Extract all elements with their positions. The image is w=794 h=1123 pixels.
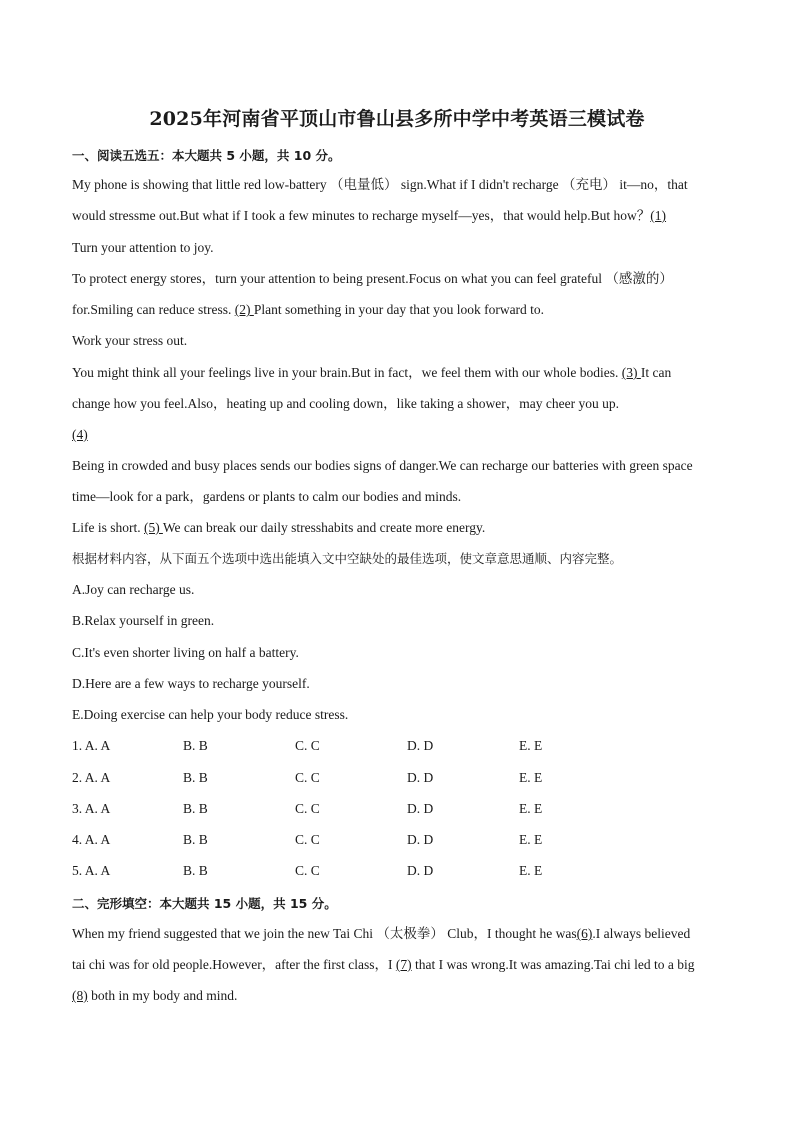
page-title: 2025年河南省平顶山市鲁山县多所中学中考英语三模试卷 — [149, 108, 645, 130]
section2-heading: 二、完形填空：本大题共 15 小题，共 15 分。 — [72, 896, 337, 911]
section1-line — [72, 271, 724, 287]
passage-text: would stressme out.But what if I took a few minutes to recharge myself—yes，that would help.But how？ — [72, 208, 651, 223]
answer-choice: C. C — [295, 770, 320, 785]
answer-row — [72, 738, 722, 754]
section1-line — [72, 208, 724, 224]
passage-text: My phone is showing that little red low-battery （电量低） sign.What if I didn't recharge （充电） it—no，that — [72, 177, 688, 192]
section1-line — [72, 365, 724, 381]
answer-choice: B. B — [183, 863, 208, 878]
answer-choice: D. D — [407, 801, 434, 816]
section1-line — [72, 396, 724, 412]
answer-blank: (3) — [621, 365, 641, 380]
section1-heading: 一、阅读五选五：本大题共 5 小题，共 10 分。 — [72, 148, 341, 163]
section1-line — [72, 427, 724, 443]
answer-blank: (5) — [144, 520, 163, 535]
answer-choice: C. C — [295, 832, 320, 847]
passage-text: time—look for a park，gardens or plants to calm our bodies and minds. — [72, 489, 462, 504]
section2-line — [72, 926, 724, 942]
section1-line — [72, 489, 724, 505]
answer-blank: (8) — [72, 988, 88, 1003]
passage-text: You might think all your feelings live in your brain.But in fact，we feel them with our whole bodies. — [72, 365, 622, 380]
passage-text: When my friend suggested that we join the new Tai Chi （太极拳） Club，I thought he was — [72, 926, 577, 941]
answer-choice: D. D — [407, 770, 434, 785]
answer-row — [72, 832, 722, 848]
section1-line — [72, 177, 724, 193]
answer-row — [72, 863, 722, 879]
answer-choice: E. E — [519, 801, 543, 816]
answer-choice: 3. A. A — [72, 801, 111, 816]
answer-choice: 1. A. A — [72, 738, 111, 753]
answer-choice: 2. A. A — [72, 770, 111, 785]
passage-text: that I was wrong.It was amazing.Tai chi led to a big — [411, 957, 695, 972]
answer-choice: C. C — [295, 863, 320, 878]
answer-choice: 4. A. A — [72, 832, 111, 847]
passage-text: both in my body and mind. — [87, 988, 238, 1003]
answer-choice: D. D — [407, 832, 434, 847]
answer-choice: B. B — [183, 770, 208, 785]
answer-choice: B. B — [183, 801, 208, 816]
section1-line — [72, 520, 724, 536]
passage-text: To protect energy stores，turn your attention to being present.Focus on what you can feel grateful （感激的） — [72, 271, 673, 286]
passage-text: for.Smiling can reduce stress. — [72, 302, 235, 317]
option-e: E.Doing exercise can help your body reduce stress. — [72, 707, 349, 722]
answer-choice: B. B — [183, 832, 208, 847]
answer-choice: D. D — [407, 863, 434, 878]
answer-choice: D. D — [407, 738, 434, 753]
passage-text: change how you feel.Also，heating up and cooling down，like taking a shower，may cheer you up. — [72, 396, 619, 411]
passage-text: Work your stress out. — [72, 333, 188, 348]
answer-choice: 5. A. A — [72, 863, 111, 878]
section1-line — [72, 458, 724, 474]
answer-blank: (1) — [650, 208, 667, 223]
answer-blank: (2) — [234, 302, 254, 317]
answer-choice: B. B — [183, 738, 208, 753]
option-a: A.Joy can recharge us. — [72, 582, 195, 597]
passage-text: It can — [640, 365, 672, 380]
passage-text: Turn your attention to joy. — [72, 240, 214, 255]
answer-choice: C. C — [295, 801, 320, 816]
section2-line — [72, 988, 724, 1004]
answer-blank: (6) — [576, 926, 593, 941]
answer-row — [72, 801, 722, 817]
section1-line — [72, 302, 724, 318]
answer-blank: (7) — [395, 957, 412, 972]
passage-text: .I always believed — [592, 926, 691, 941]
passage-text: Plant something in your day that you look forward to. — [253, 302, 545, 317]
section2-line — [72, 957, 724, 973]
answer-choice: E. E — [519, 863, 543, 878]
answer-choice: E. E — [519, 832, 543, 847]
section1-instruction: 根据材料内容，从下面五个选项中选出能填入文中空缺处的最佳选项，使文章意思通顺、内容完整。 — [72, 551, 623, 566]
option-c: C.It's even shorter living on half a battery. — [72, 645, 299, 660]
section1-line — [72, 240, 724, 256]
passage-text: Life is short. — [72, 520, 144, 535]
answer-blank: (4) — [72, 427, 88, 442]
answer-choice: E. E — [519, 738, 543, 753]
passage-text: tai chi was for old people.However，after the first class，I — [72, 957, 396, 972]
answer-choice: E. E — [519, 770, 543, 785]
answer-row — [72, 770, 722, 786]
answer-choice: C. C — [295, 738, 320, 753]
option-d: D.Here are a few ways to recharge yourself. — [72, 676, 310, 691]
option-b: B.Relax yourself in green. — [72, 613, 215, 628]
passage-text: We can break our daily stresshabits and create more energy. — [162, 520, 486, 535]
passage-text: Being in crowded and busy places sends our bodies signs of danger.We can recharge our batteries with green space — [72, 458, 693, 473]
section1-line — [72, 333, 724, 349]
